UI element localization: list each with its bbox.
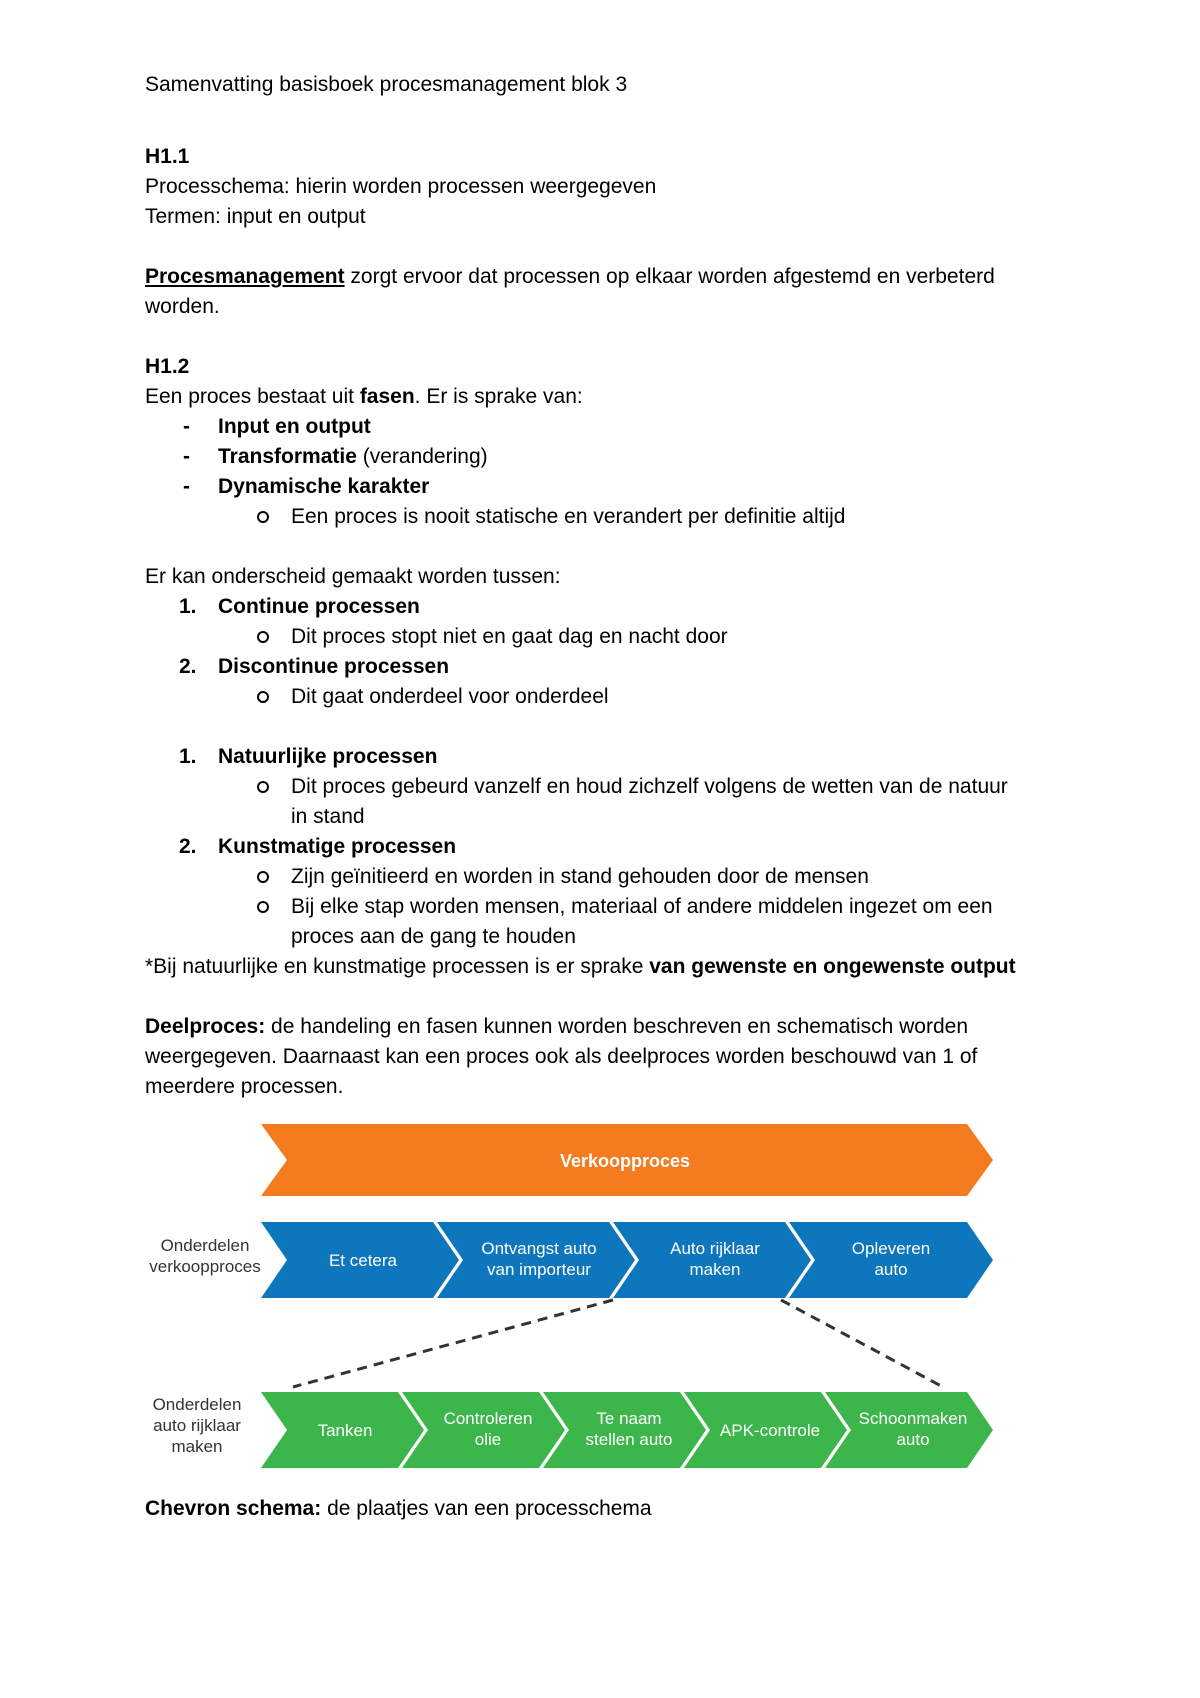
row2-text-3b: maken xyxy=(689,1260,741,1279)
row2-text-2b: van importeur xyxy=(487,1260,591,1279)
deelproces-text: de handeling en fasen kunnen worden beschreven en schematisch worden xyxy=(265,1015,969,1038)
heading-h1-2: H1.2 xyxy=(145,355,190,378)
heading-h1-1: H1.1 xyxy=(145,145,190,168)
kunstmatige-sub-2a: Bij elke stap worden mensen, materiaal of andere middelen ingezet om een xyxy=(291,895,993,918)
bullet-dynamische: Dynamische karakter xyxy=(218,475,430,498)
deelproces-line-3: meerdere processen. xyxy=(145,1075,344,1098)
row3-side-label-2: auto rijklaar xyxy=(153,1416,241,1435)
dashed-connector-left xyxy=(293,1300,613,1387)
deelproces-line-2: weergegeven. Daarnaast kan een proces ook als deelproces worden beschouwd van 1 of xyxy=(145,1045,978,1068)
bullet-transformatie xyxy=(218,442,488,472)
row3-text-5a: Schoonmaken xyxy=(858,1409,968,1428)
bullet-input-output: Input en output xyxy=(218,415,371,438)
natuurlijke-sub-2: in stand xyxy=(291,805,365,828)
number-marker: 2. xyxy=(179,655,197,678)
procesmanagement-term: Procesmanagement xyxy=(145,265,345,288)
circle-bullet-icon xyxy=(256,682,270,696)
note-line xyxy=(145,952,1016,982)
row2-text-2a: Ontvangst auto xyxy=(481,1239,597,1258)
circle-bullet-icon xyxy=(256,622,270,636)
item-discontinue: Discontinue processen xyxy=(218,655,450,678)
chevron-term: Chevron schema: xyxy=(145,1497,322,1520)
row2-text-4b: auto xyxy=(874,1260,908,1279)
row3-text-2a: Controleren xyxy=(443,1409,533,1428)
dash-marker: - xyxy=(183,445,190,468)
row2-text-4a: Opleveren xyxy=(851,1239,931,1258)
dashed-connector-right xyxy=(781,1300,943,1387)
procesmanagement-text-2: worden. xyxy=(145,295,220,318)
continue-sub: Dit proces stopt niet en gaat dag en nacht door xyxy=(291,625,728,648)
row2-text-1a: Et cetera xyxy=(328,1251,398,1270)
deelproces-line-1 xyxy=(145,1012,968,1042)
kunstmatige-sub-1: Zijn geïnitieerd en worden in stand gehouden door de mensen xyxy=(291,865,869,888)
dash-marker: - xyxy=(183,475,190,498)
onderscheid-line: Er kan onderscheid gemaakt worden tussen: xyxy=(145,565,561,588)
transformatie-term: Transformatie xyxy=(218,445,357,468)
transformatie-text: (verandering) xyxy=(356,445,488,468)
chevron-text: de plaatjes van een processchema xyxy=(321,1497,652,1520)
row3-text-5b: auto xyxy=(896,1430,930,1449)
row3-text-2b: olie xyxy=(474,1430,502,1449)
chevron-process-diagram xyxy=(145,1120,1005,1480)
note-text: *Bij natuurlijke en kunstmatige processen is er sprake xyxy=(145,955,650,978)
row3-text-4a: APK-controle xyxy=(719,1421,821,1440)
verkoopproces-label: Verkoopproces xyxy=(559,1151,691,1171)
row2-side-label-1: Onderdelen xyxy=(160,1236,250,1255)
procesmanagement-paragraph xyxy=(145,262,995,292)
kunstmatige-sub-2b: proces aan de gang te houden xyxy=(291,925,576,948)
chevron-caption xyxy=(145,1494,652,1524)
natuurlijke-sub-1: Dit proces gebeurd vanzelf en houd zichzelf volgens de wetten van de natuur xyxy=(291,775,1008,798)
fasen-line xyxy=(145,382,583,412)
dynamische-sub: Een proces is nooit statische en verandert per definitie altijd xyxy=(291,505,846,528)
number-marker: 2. xyxy=(179,835,197,858)
row3-text-3b: stellen auto xyxy=(585,1430,673,1449)
discontinue-sub: Dit gaat onderdeel voor onderdeel xyxy=(291,685,609,708)
deelproces-term: Deelproces: xyxy=(145,1015,266,1038)
fasen-pre: Een proces bestaat uit xyxy=(145,385,360,408)
item-natuurlijke: Natuurlijke processen xyxy=(218,745,438,768)
circle-bullet-icon xyxy=(256,772,270,786)
note-bold: van gewenste en ongewenste output xyxy=(649,955,1016,978)
row3-side-label-3: maken xyxy=(171,1437,223,1456)
procesmanagement-text: zorgt ervoor dat processen op elkaar worden afgestemd en verbeterd xyxy=(344,265,995,288)
number-marker: 1. xyxy=(179,595,197,618)
document-title: Samenvatting basisboek procesmanagement blok 3 xyxy=(145,73,628,96)
termen-line: Termen: input en output xyxy=(145,205,366,228)
row3-text-3a: Te naam xyxy=(596,1409,662,1428)
circle-bullet-icon xyxy=(256,502,270,516)
row2-side-label-2: verkoopproces xyxy=(149,1257,261,1276)
row3-text-1a: Tanken xyxy=(317,1421,373,1440)
item-continue: Continue processen xyxy=(218,595,420,618)
number-marker: 1. xyxy=(179,745,197,768)
circle-bullet-icon xyxy=(256,862,270,876)
fasen-term: fasen xyxy=(359,385,415,408)
row3-side-label-1: Onderdelen xyxy=(152,1395,242,1414)
fasen-post: . Er is sprake van: xyxy=(414,385,583,408)
processchema-line: Processchema: hierin worden processen weergegeven xyxy=(145,175,657,198)
circle-bullet-icon xyxy=(256,892,270,906)
row2-text-3a: Auto rijklaar xyxy=(670,1239,760,1258)
dash-marker: - xyxy=(183,415,190,438)
item-kunstmatige: Kunstmatige processen xyxy=(218,835,457,858)
